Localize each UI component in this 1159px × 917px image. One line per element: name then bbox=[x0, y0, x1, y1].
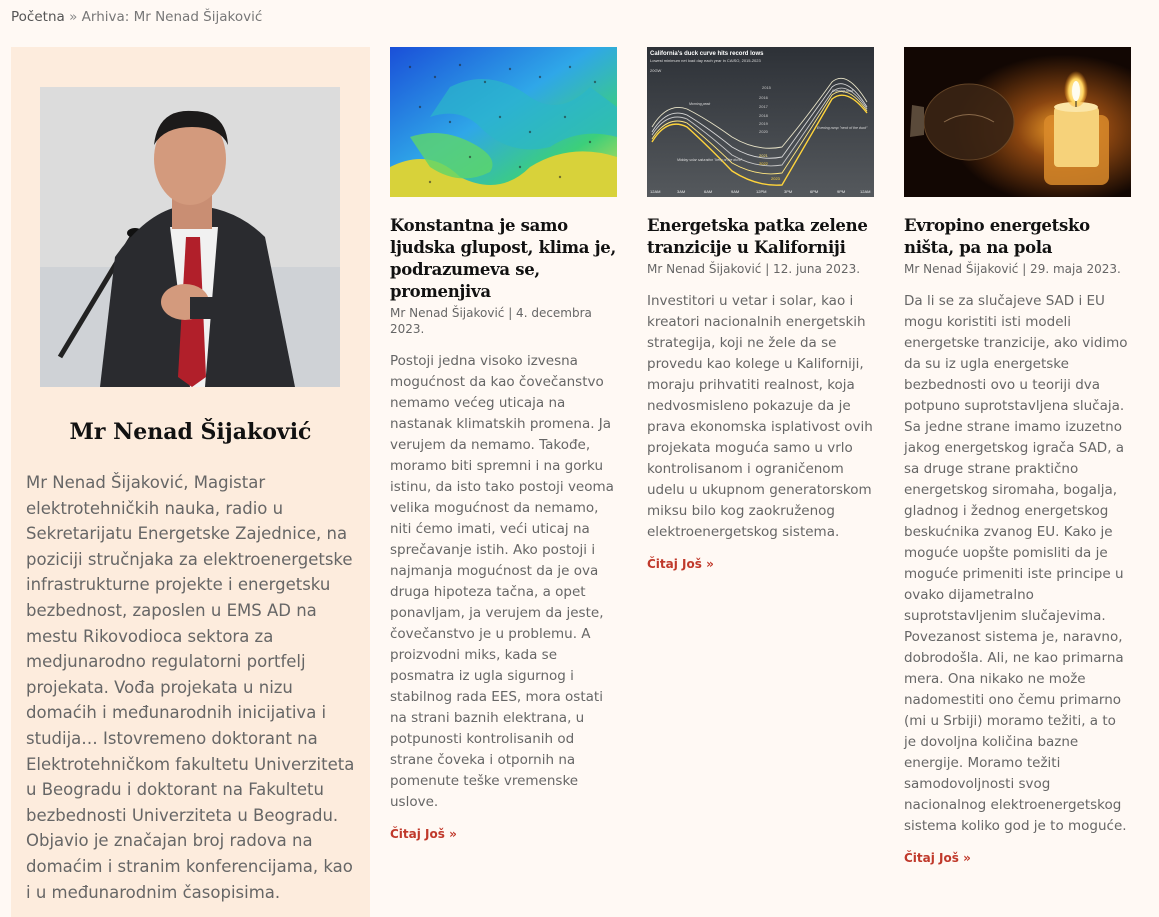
chart-year-2023: 2023 bbox=[771, 176, 780, 181]
chart-note-evening-ramp: Evening ramp "neck of the duck" bbox=[817, 126, 868, 130]
chart-year-2021: 2021 bbox=[759, 153, 768, 158]
read-more-link[interactable]: Čitaj Još » bbox=[390, 827, 457, 841]
breadcrumb-home-link[interactable]: Početna bbox=[11, 9, 65, 25]
post-thumbnail-candle[interactable] bbox=[904, 47, 1131, 197]
chart-xtick: 9PM bbox=[837, 189, 846, 194]
author-name: Mr Nenad Šijaković bbox=[69, 419, 312, 445]
chart-year-2015: 2015 bbox=[762, 85, 771, 90]
chart-year-2019: 2019 bbox=[759, 121, 768, 126]
chart-xtick: 12AM bbox=[860, 189, 871, 194]
post-meta: Mr Nenad Šijaković | 4. decembra 2023. bbox=[390, 306, 592, 336]
post-excerpt: Da li se za slučajeve SAD i EU mogu koristiti isti modeli energetske tranzicije, ako vidimo da su iz ugla energetske bezbednosti ovo u teoriji dva potpuno suprotstavljena slučaja. Sa jedne strane imamo izuzetno jakog energetskog igrača SAD, a sa druge strane praktično energetskog siromaha, bogalja, gladnog i žednog energetskog beskućnika zvanog EU. Kako je moguće uopšte pomisliti da je moguće primeniti iste principe u ovako dijametralno suprotstavljenim slučajevima. Povezanost sistema je, naravno, dobrodošla. Ali, ne kao primarna mera. Ona nikako ne može nadomestiti ono čemu primarno (mi u Srbiji) moramo težiti, a to je dovoljna količina bazne energije. Moramo težiti samodovoljnosti svog nacionalnog elektroenergetskog sistema koliko god je to moguće. bbox=[904, 293, 1128, 834]
chart-note-midday: Midday solar saturation "belly of the duck" bbox=[677, 158, 742, 162]
chart-ylabel: 20GW bbox=[650, 68, 662, 73]
post-title[interactable]: Energetska patka zelene tranzicije u Kaliforniji bbox=[647, 216, 868, 257]
breadcrumb bbox=[11, 9, 262, 25]
read-more-link[interactable]: Čitaj Još » bbox=[647, 557, 714, 571]
post-card bbox=[390, 47, 617, 842]
chart-year-2017: 2017 bbox=[759, 104, 768, 109]
post-excerpt: Postoji jedna visoko izvesna mogućnost da kao čovečanstvo nemamo većeg uticaja na nastanak klimatskih promena. Ja verujem da nemamo. Takođe, moramo biti spremni i na gorku istinu, da isto tako postoji veoma velika mogućnost da nemamo, niti ćemo imati, veći uticaj na sprečavanje istih. Ako postoji i najmanja mogućnost da je ova druga hipoteza tačna, a opet ponavljam, ja verujem da jeste, čovečanstvo je u problemu. A proizvodni miks, kada se posmatra iz ugla sigurnog i stabilnog rada EES, mora ostati na strani baznih elektrana, u potpunosti kontrolisanih od strane čoveka i otpornih na pomenute teške vremenske uslove. bbox=[390, 353, 614, 810]
chart-note-evening-peak: Evening peak bbox=[832, 89, 854, 93]
author-bio: Mr Nenad Šijaković, Magistar elektrotehničkih nauka, radio u Sekretarijatu Energetske Zajednice, na poziciji stručnjaka za elektroenergetske infrastrukturne projekte i energetsku bezbednost, zaposlen u EMS AD na mestu Rikovodioca sektora za medjunarodno regulatorni portfelj projekata. Vođa projekata u nizu domaćih i međunarodnih inicijativa i studija… Istovremeno doktorant na Elektrotehničkom fakultetu Univerziteta u Beogradu i doktorant na Fakultetu bezbednosti Univerziteta u Beogradu. Objavio je značajan broj radova na domaćim i stranim konferencijama, kao i u međunarodnim časopisima. bbox=[26, 473, 355, 902]
chart-xtick: 6AM bbox=[704, 189, 713, 194]
post-thumbnail-duck-curve[interactable] bbox=[647, 47, 874, 197]
author-box bbox=[11, 47, 370, 917]
author-photo bbox=[40, 87, 340, 387]
chart-note-morning-peak: Morning peak bbox=[689, 102, 711, 106]
post-title[interactable]: Konstantna je samo ljudska glupost, klima je, podrazumeva se, promenjiva bbox=[390, 216, 616, 301]
chart-xtick: 3AM bbox=[677, 189, 686, 194]
chart-year-2018: 2018 bbox=[759, 113, 768, 118]
breadcrumb-current: Arhiva: Mr Nenad Šijaković bbox=[81, 9, 263, 25]
post-card bbox=[904, 47, 1131, 866]
chart-xtick: 6PM bbox=[810, 189, 819, 194]
chart-title: California's duck curve hits record lows bbox=[650, 51, 764, 57]
chart-xtick: 12PM bbox=[756, 189, 767, 194]
chart-year-2016: 2016 bbox=[759, 95, 768, 100]
chart-xtick: 9AM bbox=[731, 189, 740, 194]
post-excerpt: Investitori u vetar i solar, kao i kreatori nacionalnih energetskih strategija, koji ne žele da se provedu kao kolege u Kaliforniji, moraju prihvatiti realnost, koja nedvosmisleno pokazuje da je prava ekonomska isplativost ovih projekata moguća samo u vrlo kontrolisanom i ograničenom udelu u ukupnom generatorskom miksu bilo kog zaokruženog elektroenergetskog sistema. bbox=[647, 293, 873, 540]
post-meta: Mr Nenad Šijaković | 29. maja 2023. bbox=[904, 262, 1121, 276]
read-more-link[interactable]: Čitaj Još » bbox=[904, 851, 971, 865]
chart-year-2020: 2020 bbox=[759, 129, 768, 134]
chart-xtick: 12AM bbox=[650, 189, 661, 194]
post-meta: Mr Nenad Šijaković | 12. juna 2023. bbox=[647, 262, 861, 276]
chart-xtick: 3PM bbox=[784, 189, 793, 194]
breadcrumb-separator: » bbox=[69, 9, 78, 25]
chart-year-2022: 2022 bbox=[759, 161, 768, 166]
chart-subtitle: Lowest minimum net load day each year in CAISO, 2015-2023 bbox=[650, 58, 761, 63]
post-card bbox=[647, 47, 874, 572]
post-title[interactable]: Evropino energetsko ništa, pa na pola bbox=[904, 216, 1090, 257]
post-thumbnail-weather-map[interactable] bbox=[390, 47, 617, 197]
